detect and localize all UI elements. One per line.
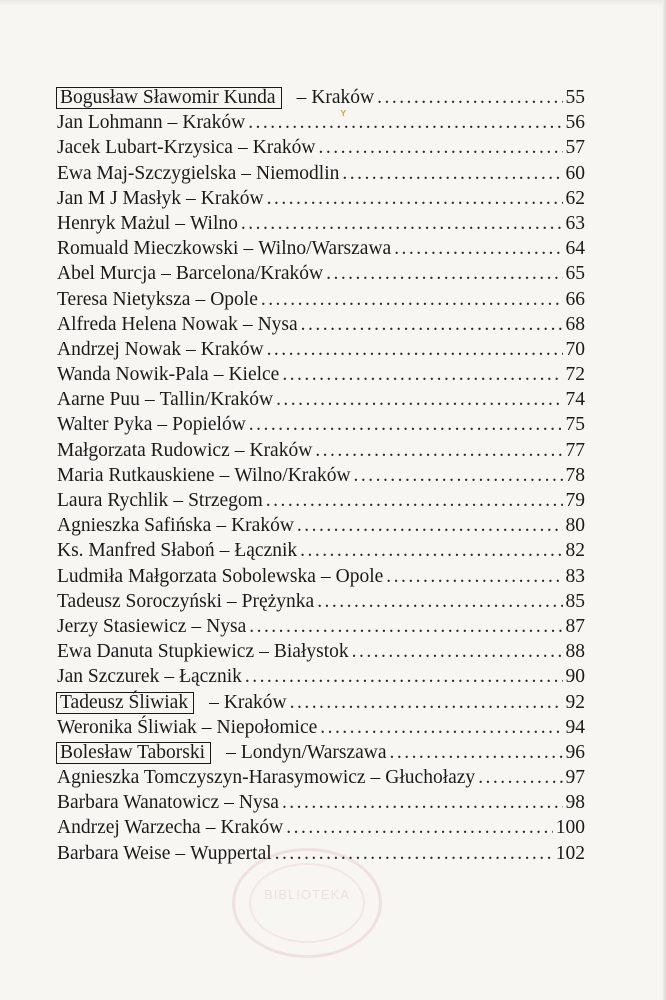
toc-entry (57, 715, 585, 740)
toc-entry-author: Maria Rutkauskiene (57, 464, 215, 486)
toc-entry-leader-dots (276, 387, 562, 412)
toc-entry-place: Wuppertal (190, 842, 272, 864)
toc-entry-page-number: 65 (565, 263, 585, 285)
toc-entry-author: Jan Szczurek (57, 666, 160, 688)
page-right-edge (662, 0, 666, 1000)
toc-entry-author: Agnieszka Tomczyszyn-Harasymowicz (57, 767, 366, 789)
toc-entry-leader-dots (320, 715, 562, 740)
toc-entry-page-number: 75 (565, 414, 585, 436)
toc-entry-separator: – (161, 263, 171, 285)
toc-entry-page-number: 100 (555, 817, 585, 839)
toc-entry-author: Alfreda Helena Nowak (57, 313, 238, 335)
toc-entry-place: Wilno/Warszawa (258, 238, 392, 260)
toc-entry-page-number: 72 (565, 364, 585, 386)
toc-entry-separator: – (320, 565, 331, 587)
toc-entry (57, 690, 585, 715)
toc-entry-page-number: 62 (565, 187, 585, 209)
toc-entry-leader-dots (319, 135, 563, 160)
toc-entry-separator: – (219, 540, 230, 562)
toc-entry-page-number: 74 (565, 389, 585, 411)
toc-entry (57, 161, 585, 186)
toc-entry (57, 236, 585, 261)
toc-entry-place: Nysa (206, 615, 247, 637)
toc-entry-separator: – (370, 767, 381, 789)
toc-entry-leader-dots (377, 85, 562, 110)
toc-entry-page-number: 87 (565, 615, 585, 637)
toc-entry-page-number: 55 (565, 87, 585, 108)
toc-entry (57, 564, 585, 589)
toc-entry-leader-dots (290, 690, 563, 715)
toc-entry (57, 287, 585, 312)
toc-entry-separator: – (242, 313, 253, 335)
toc-entry-place: Kraków (311, 87, 375, 108)
toc-entry-page-number: 96 (565, 741, 585, 763)
toc-entry (57, 261, 585, 286)
toc-entry-page-number: 94 (565, 716, 585, 738)
toc-entry-place: Niemodlin (255, 162, 340, 184)
toc-entry-author: Weronika Śliwiak (57, 716, 197, 738)
toc-entry-leader-dots (354, 463, 563, 488)
toc-entry (57, 488, 585, 513)
toc-entry-separator: – (144, 389, 155, 411)
toc-entry-author: Henryk Mażul (57, 212, 171, 234)
toc-entry-place: Nysa (238, 792, 279, 814)
toc-entry-leader-dots (326, 261, 562, 286)
toc-entry-page-number: 57 (565, 137, 585, 159)
toc-entry (57, 110, 585, 135)
toc-entry-page-number: 64 (565, 238, 585, 260)
toc-entry-separator: – (186, 187, 196, 209)
toc-entry-separator: – (259, 641, 269, 663)
toc-entry-place: Kraków (252, 137, 316, 159)
toc-entry (57, 538, 585, 563)
toc-entry-place: Nysa (257, 313, 298, 335)
toc-entry-separator: – (226, 741, 236, 763)
toc-entry-page-number: 78 (565, 464, 585, 486)
toc-entry-place: Prężynka (241, 590, 315, 612)
toc-entry-separator: – (167, 112, 178, 134)
toc-entry-separator: – (186, 338, 196, 360)
toc-entry-place: Londyn/Warszawa (240, 741, 387, 763)
toc-entry-leader-dots (286, 815, 552, 840)
table-of-contents (57, 85, 585, 866)
toc-entry-leader-dots (394, 236, 562, 261)
toc-entry-leader-dots (241, 211, 563, 236)
toc-entry-separator: – (296, 87, 307, 108)
toc-entry-leader-dots (386, 564, 562, 589)
toc-entry-author: Walter Pyka (57, 414, 153, 436)
toc-entry-author: Abel Murcja (57, 263, 157, 285)
toc-entry (57, 815, 585, 840)
toc-entry-author: Ks. Manfred Słaboń (57, 540, 215, 562)
toc-entry-leader-dots (315, 438, 562, 463)
toc-entry-author: Barbara Wanatowicz (57, 792, 220, 814)
toc-entry-leader-dots (297, 513, 563, 538)
toc-entry (57, 387, 585, 412)
toc-entry-separator: – (175, 842, 186, 864)
toc-entry-author: Laura Rychlik (57, 490, 169, 511)
toc-entry-place: Łącznik (234, 540, 298, 562)
toc-entry-leader-dots (282, 790, 563, 815)
toc-entry-leader-dots (248, 110, 562, 135)
toc-entry-page-number: 83 (565, 565, 585, 587)
toc-entry-place: Kraków (200, 187, 264, 209)
page-top-edge (0, 0, 666, 6)
toc-entry (57, 412, 585, 437)
toc-entry-page-number: 60 (565, 162, 585, 184)
toc-entry-author: Agnieszka Safińska (57, 515, 212, 537)
toc-entry-page-number: 80 (565, 515, 585, 537)
toc-entry-place: Opole (335, 565, 384, 587)
toc-entry-author: Wanda Nowik-Pala (57, 364, 209, 386)
toc-entry-separator: – (237, 137, 248, 159)
toc-entry-author: Małgorzata Rudowicz (57, 439, 230, 461)
toc-entry (57, 438, 585, 463)
toc-entry-leader-dots (478, 765, 562, 790)
pen-mark-icon: ʏ (340, 106, 347, 119)
toc-entry-place: Tallin/Kraków (159, 389, 274, 411)
toc-entry-leader-dots (249, 614, 562, 639)
toc-entry (57, 614, 585, 639)
toc-entry-leader-dots (282, 362, 562, 387)
toc-entry-leader-dots (245, 664, 563, 689)
toc-entry-page-number: 79 (565, 490, 585, 511)
toc-entry-separator: – (209, 691, 219, 713)
toc-entry-place: Kraków (182, 112, 246, 134)
toc-entry (57, 186, 585, 211)
toc-entry-place: Kraków (231, 515, 294, 537)
toc-entry-page-number: 97 (565, 767, 585, 789)
toc-entry-separator: – (213, 364, 224, 386)
toc-entry-page-number: 102 (555, 842, 585, 864)
toc-entry-author: Andrzej Warzecha (57, 817, 201, 839)
toc-entry-author: Aarne Puu (57, 389, 140, 411)
toc-entry-separator: – (205, 817, 216, 839)
toc-entry (57, 513, 585, 538)
toc-entry-page-number: 90 (565, 666, 585, 688)
toc-entry-place: Niepołomice (216, 716, 318, 738)
toc-entry (57, 337, 585, 362)
toc-entry-leader-dots (267, 337, 563, 362)
toc-entry-author: Jan M J Masłyk (57, 187, 182, 209)
toc-entry-separator: – (243, 238, 254, 260)
toc-entry-author: Bogusław Sławomir Kunda (56, 87, 282, 109)
toc-entry-separator: – (226, 590, 237, 612)
toc-entry-leader-dots (301, 312, 563, 337)
toc-entry-author: Barbara Weise (57, 842, 171, 864)
toc-entry-separator: – (173, 490, 184, 511)
toc-entry-page-number: 77 (565, 439, 585, 461)
toc-entry-place: Opole (210, 288, 258, 310)
toc-entry-author: Ewa Maj-Szczygielska (57, 162, 237, 184)
toc-entry-separator: – (175, 212, 185, 234)
library-stamp-text: BIBLIOTEKA (264, 887, 350, 902)
toc-entry-place: Białystok (273, 641, 349, 663)
toc-entry-author: Jerzy Stasiewicz (57, 615, 187, 637)
toc-entry (57, 740, 585, 765)
toc-entry-page-number: 92 (565, 691, 585, 713)
toc-entry-author: Romuald Mieczkowski (57, 238, 239, 260)
toc-entry-separator: – (157, 414, 168, 436)
toc-entry-leader-dots (275, 841, 553, 866)
toc-entry-author: Jan Lohmann (57, 112, 163, 134)
toc-entry (57, 312, 585, 337)
toc-entry-leader-dots (342, 161, 562, 186)
toc-entry-page-number: 85 (565, 590, 585, 612)
toc-entry-separator: – (241, 162, 251, 184)
toc-entry-page-number: 66 (565, 288, 585, 310)
toc-entry-place: Wilno/Kraków (234, 464, 351, 486)
toc-entry-page-number: 56 (565, 112, 585, 134)
toc-entry-place: Głuchołazy (385, 767, 476, 789)
toc-entry-separator: – (191, 615, 202, 637)
toc-entry-author: Ludmiła Małgorzata Sobolewska (57, 565, 316, 587)
toc-entry (57, 135, 585, 160)
toc-entry-separator: – (234, 439, 245, 461)
toc-entry (57, 841, 585, 866)
toc-entry-separator: – (216, 515, 227, 537)
toc-entry (57, 765, 585, 790)
toc-entry (57, 639, 585, 664)
toc-entry-author: Tadeusz Śliwiak (56, 692, 194, 714)
toc-entry-author: Teresa Nietyksza (57, 288, 191, 310)
toc-entry-page-number: 98 (565, 792, 585, 814)
toc-entry-separator: – (224, 792, 234, 814)
toc-entry-place: Popielów (172, 414, 246, 436)
toc-entry-page-number: 88 (565, 641, 585, 663)
toc-entry-leader-dots (390, 740, 563, 765)
toc-entry (57, 463, 585, 488)
toc-entry-author: Ewa Danuta Stupkiewicz (57, 641, 255, 663)
toc-entry (57, 85, 585, 110)
toc-entry-page-number: 63 (565, 212, 585, 234)
toc-entry-author: Jacek Lubart-Krzysica (57, 137, 233, 159)
toc-entry-page-number: 82 (565, 540, 585, 562)
toc-entry-place: Kielce (228, 364, 280, 386)
toc-entry-page-number: 70 (565, 338, 585, 360)
toc-entry-leader-dots (352, 639, 563, 664)
toc-entry-place: Kraków (200, 338, 264, 360)
toc-entry (57, 362, 585, 387)
toc-entry-leader-dots (249, 412, 563, 437)
toc-entry-author: Andrzej Nowak (57, 338, 181, 360)
toc-entry-place: Kraków (223, 691, 287, 713)
toc-entry-separator: – (195, 288, 206, 310)
toc-entry-leader-dots (300, 538, 562, 563)
toc-entry-separator: – (201, 716, 212, 738)
toc-entry-leader-dots (317, 589, 562, 614)
toc-entry-leader-dots (261, 287, 563, 312)
toc-entry-place: Wilno (189, 212, 238, 234)
toc-entry-separator: – (219, 464, 230, 486)
toc-entry-place: Strzegom (188, 490, 263, 511)
toc-entry-place: Kraków (220, 817, 284, 839)
toc-entry-place: Kraków (249, 439, 313, 461)
toc-entry (57, 211, 585, 236)
toc-entry (57, 589, 585, 614)
toc-entry-page-number: 68 (565, 313, 585, 335)
toc-entry-separator: – (164, 666, 175, 688)
toc-entry (57, 790, 585, 815)
toc-entry-author: Tadeusz Soroczyński (57, 590, 222, 612)
toc-entry (57, 664, 585, 689)
toc-entry-place: Barcelona/Kraków (175, 263, 324, 285)
toc-entry-leader-dots (266, 488, 563, 513)
toc-entry-place: Łącznik (179, 666, 242, 688)
toc-entry-leader-dots (267, 186, 563, 211)
toc-entry-author: Bolesław Taborski (56, 742, 211, 764)
